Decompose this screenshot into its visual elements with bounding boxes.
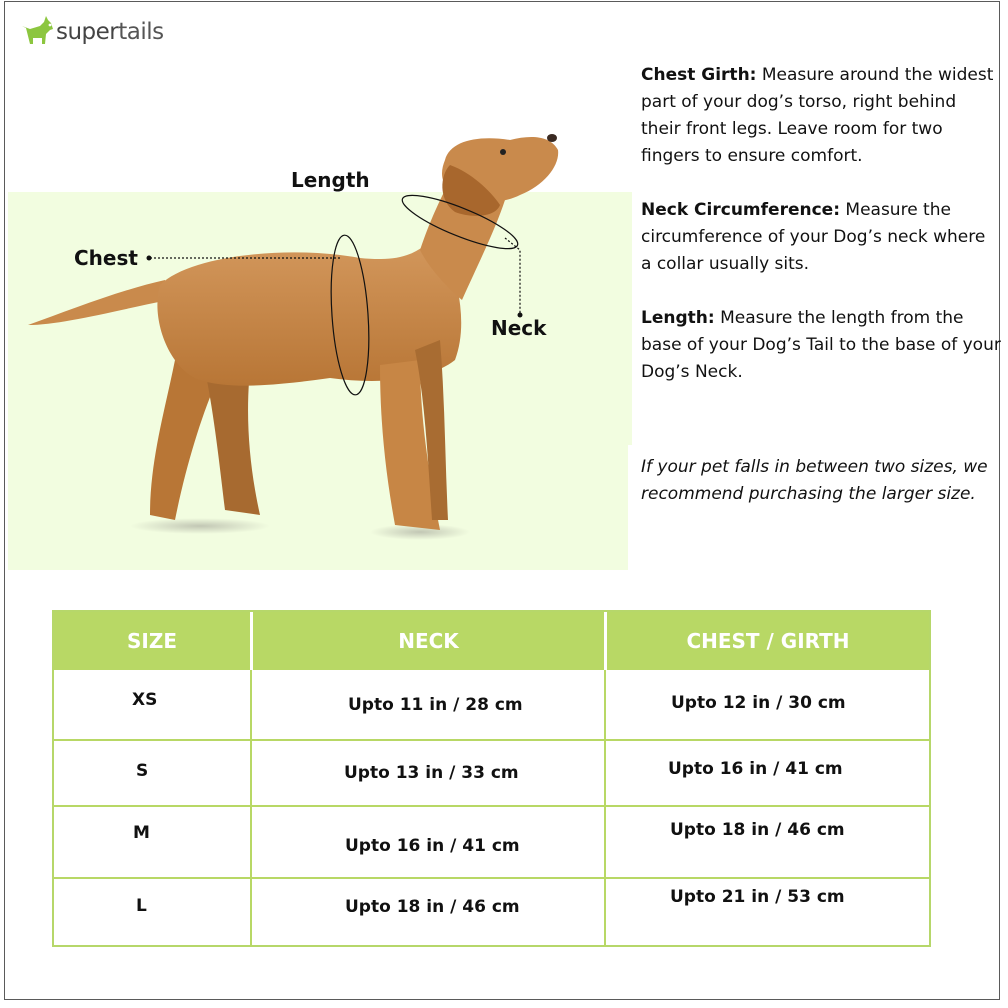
row-xs-size: XS: [132, 690, 158, 710]
row-s-neck: Upto 13 in / 33 cm: [344, 763, 519, 783]
brand-name-part1: super: [56, 19, 119, 45]
row-l-size: L: [136, 896, 147, 916]
chest-girth-text: Measure around the widest part of your dog’s torso, right behind their front legs. Leave room for two fingers to ensure comfort.: [641, 65, 994, 166]
neck-label: Neck: [491, 316, 547, 340]
ground-shadow: [130, 518, 270, 534]
chest-girth-title: Chest Girth:: [641, 65, 757, 85]
row-xs-chest: Upto 12 in / 30 cm: [671, 693, 846, 713]
header-chest-girth: CHEST / GIRTH: [686, 629, 850, 653]
row-m-neck: Upto 16 in / 41 cm: [345, 836, 520, 856]
row-s-size: S: [136, 761, 149, 781]
row-xs-neck: Upto 11 in / 28 cm: [348, 695, 523, 715]
brand-name-part2: tails: [118, 19, 164, 45]
row-divider: [54, 805, 929, 807]
dog-figure: [28, 134, 558, 530]
row-l-chest: Upto 21 in / 53 cm: [670, 887, 845, 907]
dog-tail: [28, 280, 168, 325]
row-m-chest: Upto 18 in / 46 cm: [670, 820, 845, 840]
size-advice-note: If your pet falls in between two sizes, we recommend purchasing the larger size.: [641, 457, 988, 504]
row-divider: [54, 739, 929, 741]
length-title: Length:: [641, 308, 715, 328]
neck-circumference-instruction: [641, 197, 1001, 278]
size-chart-table: [52, 610, 931, 947]
dog-eye: [500, 149, 506, 155]
neck-circumference-text: Measure the circumference of your Dog’s neck where a collar usually sits.: [641, 200, 986, 274]
row-m-size: M: [133, 823, 150, 843]
length-instruction: [641, 305, 1001, 386]
row-s-chest: Upto 16 in / 41 cm: [668, 759, 843, 779]
column-divider: [604, 670, 606, 947]
dog-back-leg: [150, 360, 215, 520]
neck-pointer-line: [505, 238, 520, 315]
header-neck: NECK: [398, 629, 459, 653]
header-size: SIZE: [126, 629, 177, 653]
neck-circumference-title: Neck Circumference:: [641, 200, 840, 220]
dog-back-leg: [205, 370, 260, 515]
row-divider: [54, 877, 929, 879]
chest-label: Chest: [74, 246, 138, 270]
dog-measurement-illustration: [0, 0, 640, 580]
chest-pointer-dot: [147, 256, 152, 261]
row-l-neck: Upto 18 in / 46 cm: [345, 897, 520, 917]
dog-nose: [547, 134, 557, 142]
chest-girth-instruction: [641, 62, 1001, 170]
measurement-instructions: [641, 62, 1001, 413]
length-label: Length: [291, 168, 370, 192]
column-divider: [250, 670, 252, 947]
length-text: Measure the length from the base of your Dog’s Tail to the base of your Dog’s Neck.: [641, 308, 1001, 382]
